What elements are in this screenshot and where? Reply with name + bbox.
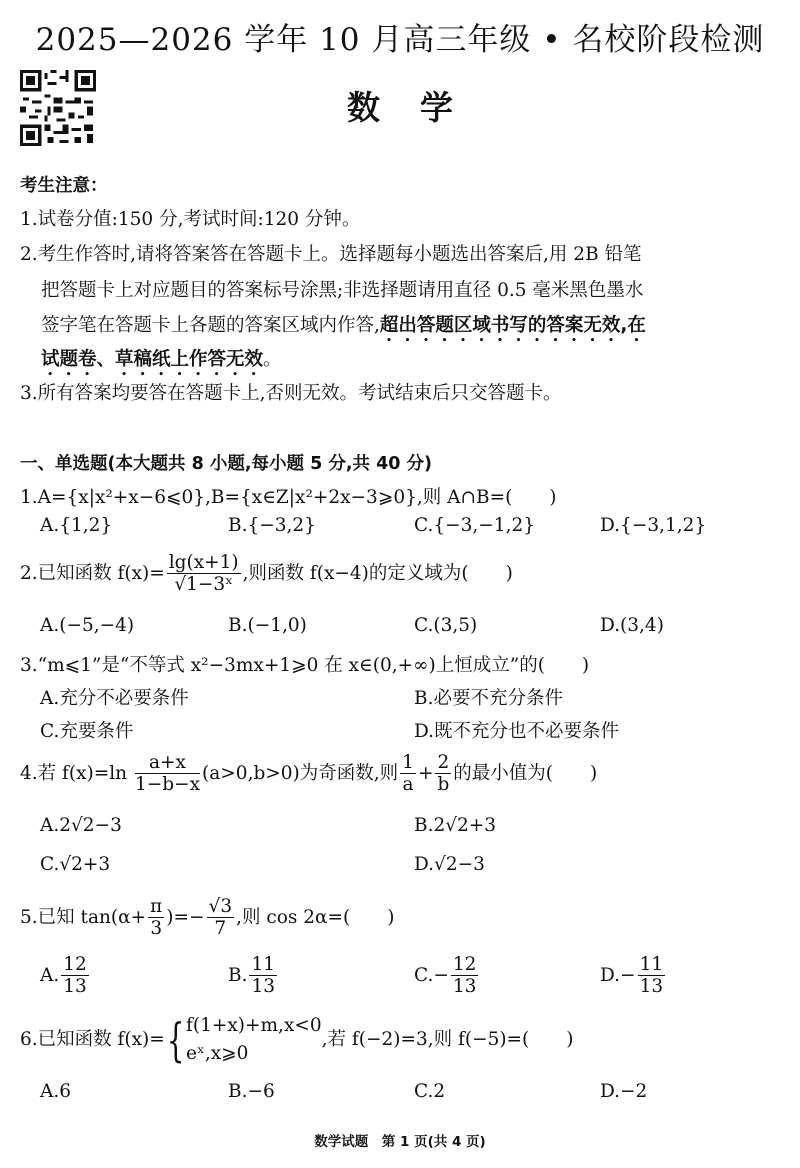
question-4-stem-mid: (a>0,b>0)为奇函数,则 <box>202 762 399 784</box>
section-heading: 一、单选题(本大题共 8 小题,每小题 5 分,共 40 分) <box>20 454 433 474</box>
question-4-option-b: B.2√2+3 <box>414 815 497 836</box>
question-2-stem-pre: 2.已知函数 f(x)= <box>20 562 165 584</box>
question-3-options-row-2 <box>40 717 780 741</box>
question-4-denominator-2: a <box>402 774 414 796</box>
question-3-stem: 3.“m⩽1”是“不等式 x²−3mx+1⩾0 在 x∈(0,+∞)上恒成立”的( ) <box>20 655 590 676</box>
question-3-option-c: C.充要条件 <box>40 721 134 742</box>
question-1-option-b: B.{−3,2} <box>228 515 316 536</box>
question-5-option-a-den: 13 <box>63 976 87 998</box>
question-2-numerator: lg(x+1) <box>168 552 239 573</box>
question-4-denominator-1: 1−b−x <box>134 774 201 796</box>
question-6-stem <box>20 1012 785 1068</box>
question-4-numerator-1: a+x <box>135 752 200 774</box>
notice-heading: 考生注意： <box>20 176 108 196</box>
notice-item-2-line-1: 2.考生作答时,请将答案答在答题卡上。选择题每小题选出答案后,用 2B 铅笔 <box>20 244 642 265</box>
question-5-option-d <box>600 954 667 998</box>
question-5-option-b-den: 13 <box>251 976 276 998</box>
question-6-case-1: f(1+x)+m,x<0 <box>186 1015 322 1036</box>
question-3-option-a: A.充分不必要条件 <box>40 688 189 709</box>
question-5-option-a-fraction <box>61 954 89 998</box>
question-5-stem-mid: )=− <box>166 906 205 928</box>
question-5-stem-pre: 5.已知 tan(α+ <box>20 906 147 928</box>
question-5-numerator-1: π <box>150 896 163 917</box>
question-4-numerator-2: 1 <box>402 752 414 773</box>
question-6-option-c: C.2 <box>414 1081 446 1102</box>
question-6-cases <box>186 1012 322 1068</box>
question-6-options <box>40 1081 780 1105</box>
question-5-options <box>40 954 780 1004</box>
question-4-stem-pre: 4.若 f(x)=ln <box>20 762 128 784</box>
question-5-stem-post: ,则 cos 2α=( ) <box>236 906 395 928</box>
question-6-option-d: D.−2 <box>600 1081 648 1102</box>
question-5-stem <box>20 896 785 940</box>
question-3-option-d: D.既不充分也不必要条件 <box>414 721 620 742</box>
question-6-option-a: A.6 <box>40 1081 72 1102</box>
question-6-stem-pre: 6.已知函数 f(x)= <box>20 1028 165 1050</box>
question-4-option-c: C.√2+3 <box>40 854 111 875</box>
question-5-option-d-fraction <box>638 954 666 998</box>
question-5-option-b-num: 11 <box>251 954 276 975</box>
question-5-fraction-1 <box>148 896 164 940</box>
question-6-case-2: eˣ,x⩾0 <box>186 1042 249 1064</box>
notice-item-2-line-3-text: 签字笔在答题卡上各题的答案区域内作答, <box>41 315 380 336</box>
exam-title: 2025—2026 学年 10 月高三年级 • 名校阶段检测 <box>35 22 765 58</box>
subject-title: 数学 <box>347 88 493 127</box>
question-5-numerator-2: √3 <box>208 896 233 917</box>
question-5-option-a-num: 12 <box>63 954 87 975</box>
notice-emphasis-1: 超出答题区域书写的答案无效,在 <box>379 315 646 336</box>
piecewise-brace-icon: { <box>166 1012 185 1067</box>
notice-item-1: 1.试卷分值:150 分,考试时间:120 分钟。 <box>20 209 361 230</box>
question-2-options <box>40 615 780 639</box>
question-1-stem: 1.A={x|x²+x−6⩽0},B={x∈Z|x²+2x−3⩾0},则 A∩B=( ) <box>20 487 557 508</box>
question-1-option-d: D.{−3,1,2} <box>600 515 707 536</box>
question-3-options-row-1 <box>40 684 780 708</box>
notice-item-2-line-3 <box>41 311 786 346</box>
notice-item-2-line-2: 把答题卡上对应题目的答案标号涂黑;非选择题请用直径 0.5 毫米黑色墨水 <box>41 280 644 301</box>
question-5-option-b-label: B. <box>228 964 248 986</box>
question-5-option-c-den: 13 <box>452 976 477 998</box>
question-5-option-c-num: 12 <box>452 954 477 975</box>
question-4-option-d: D.√2−3 <box>414 854 485 875</box>
question-2-option-c: C.(3,5) <box>414 615 478 636</box>
question-4-fraction-2 <box>400 752 416 796</box>
question-2-option-d: D.(3,4) <box>600 615 664 636</box>
question-4-option-a: A.2√2−3 <box>40 815 122 836</box>
question-5-denominator-2: 7 <box>214 918 227 940</box>
question-4-denominator-3: b <box>437 774 450 796</box>
question-6-stem-post: ,若 f(−2)=3,则 f(−5)=( ) <box>321 1028 574 1050</box>
question-4-stem-post: 的最小值为( ) <box>453 762 598 784</box>
question-5-option-c-fraction <box>451 954 479 998</box>
question-5-fraction-2 <box>207 896 235 940</box>
question-5-option-d-label: D.− <box>600 964 636 986</box>
question-1-options <box>40 515 780 539</box>
question-5-option-b-fraction <box>249 954 277 998</box>
notice-item-2-line-4 <box>41 345 786 380</box>
question-4-options-row-2 <box>40 854 780 878</box>
question-2-option-b: B.(−1,0) <box>228 615 307 636</box>
question-2-stem-post: ,则函数 f(x−4)的定义域为( ) <box>242 562 513 584</box>
question-4-fraction-3 <box>435 752 451 796</box>
question-5-option-c-label: C.− <box>414 964 449 986</box>
question-1-option-a: A.{1,2} <box>40 515 113 536</box>
notice-item-3: 3.所有答案均要答在答题卡上,否则无效。考试结束后只交答题卡。 <box>20 383 562 404</box>
question-2-stem <box>20 552 785 596</box>
page-footer: 数学试题 第 1 页(共 4 页) <box>314 1134 486 1150</box>
question-4-fraction-1 <box>135 752 200 796</box>
question-5-option-c <box>414 954 480 998</box>
question-1-option-c: C.{−3,−1,2} <box>414 515 535 536</box>
question-4-options-row-1 <box>40 815 780 839</box>
notice-item-2-period: 。 <box>263 349 282 370</box>
question-2-option-a: A.(−5,−4) <box>40 615 135 636</box>
question-4-plus: + <box>417 762 434 784</box>
question-4-stem <box>20 752 785 796</box>
question-5-option-d-num: 11 <box>639 954 664 975</box>
question-3-option-b: B.必要不充分条件 <box>414 688 563 709</box>
question-5-option-d-den: 13 <box>639 976 664 998</box>
notice-emphasis-2: 试题卷、草稿纸上作答无效 <box>41 349 264 370</box>
question-5-denominator-1: 3 <box>150 918 163 940</box>
question-5-option-b <box>228 954 279 998</box>
question-4-numerator-3: 2 <box>437 752 450 773</box>
question-5-option-a-label: A. <box>40 964 60 986</box>
question-6-option-b: B.−6 <box>228 1081 275 1102</box>
question-2-denominator: √1−3ˣ <box>174 574 234 596</box>
question-5-option-a <box>40 954 91 998</box>
question-2-fraction <box>167 552 241 596</box>
